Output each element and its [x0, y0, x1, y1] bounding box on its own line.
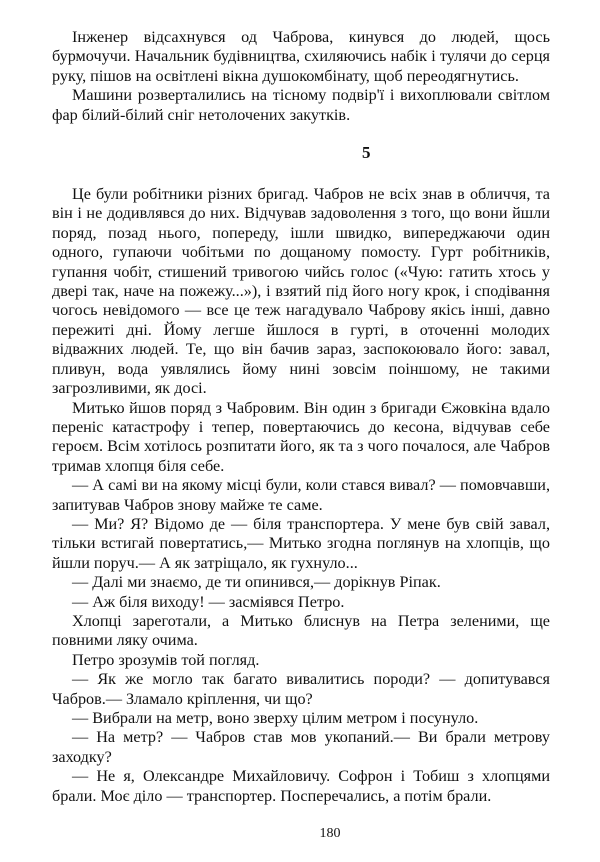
- dialogue-line: — Ми? Я? Відомо де — біля транспортера. У мене був свій завал, тільки встигай повертатись,— Митько згодна поглянув на хлопців, що йшли поруч.— А як затріщало, як гухнуло...: [52, 514, 550, 572]
- dialogue-line: — Як же могло так багато вивалитись породи? — допитувався Чабров.— Зламало кріплення, чи що?: [52, 670, 550, 708]
- dialogue-line: — Не я, Олександре Михайловичу. Софрон і Тобиш з хлопцями брали. Моє діло — транспортер. Посперечались, а потім брали.: [52, 767, 550, 805]
- chapter-number: 5: [362, 143, 371, 163]
- dialogue-line: — Аж біля виходу! — засміявся Петро.: [72, 592, 345, 611]
- paragraph: Інженер відсахнувся од Чаброва, кинувся до людей, щось бурмочучи. Начальник будівництва, схиляючись набік і тулячи до серця руку, пішов на освітлені вікна душокомбінату, щоб переодягнутись.: [52, 28, 550, 85]
- dialogue-line: — Далі ми знаємо, де ти опинився,— дорікнув Ріпак.: [72, 573, 441, 592]
- dialogue-line: — А самі ви на якому місці були, коли стався вивал? — помовчавши, запитував Чабров знову майже те саме.: [52, 476, 550, 514]
- paragraph: Це були робітники різних бригад. Чабров не всіх знав в обличчя, та він і не додивлявся до них. Відчував задоволення з того, що вони йшли поряд, позад нього, попереду, ішли швидко, випереджаючи один одного, гупаючи чобітьми по дощаному помосту. Гурт робітників, гупання чобіт, стишений тривогою чийсь голос («Чую: гатить хтось у двері так, наче на пожежу...»), і взятий під його ногу крок, і сподівання чогось невідомого — все це теж нагадувало Чаброву якісь інші, давно пережиті дні. Йому легше йшлося в гурті, в оточенні молодих відважних людей. Те, що він бачив зараз, заспокоювало його: завал, пливун, вода уявлялись йому нині зовсім поіншому, не такими загрозливими, як досі.: [52, 185, 550, 398]
- paragraph: Хлопці зареготали, а Митько блиснув на Петра зеленими, ще повними ляку очима.: [52, 611, 550, 650]
- book-page: [52, 28, 550, 806]
- dialogue-line: — Вибрали на метр, воно зверху цілим метром і посунуло.: [72, 709, 479, 727]
- paragraph: Митько йшов поряд з Чабровим. Він один з бригади Єжовкіна вдало переніс катастрофу і тепер, повертаючись до кесона, відчував себе героєм. Всім хотілось розпитати його, як та з чого почалося, але Чабров тримав хлопця біля себе.: [52, 398, 550, 475]
- page-number: 180: [319, 826, 341, 841]
- paragraph: Петро зрозумів той погляд.: [72, 650, 260, 669]
- paragraph: Машини розверталились на тісному подвір'ї і вихоплювали світлом фар білий-білий сніг нетолочених закутків.: [52, 86, 550, 124]
- dialogue-line: — На метр? — Чабров став мов укопаний.— Ви брали метрову заходку?: [52, 728, 550, 766]
